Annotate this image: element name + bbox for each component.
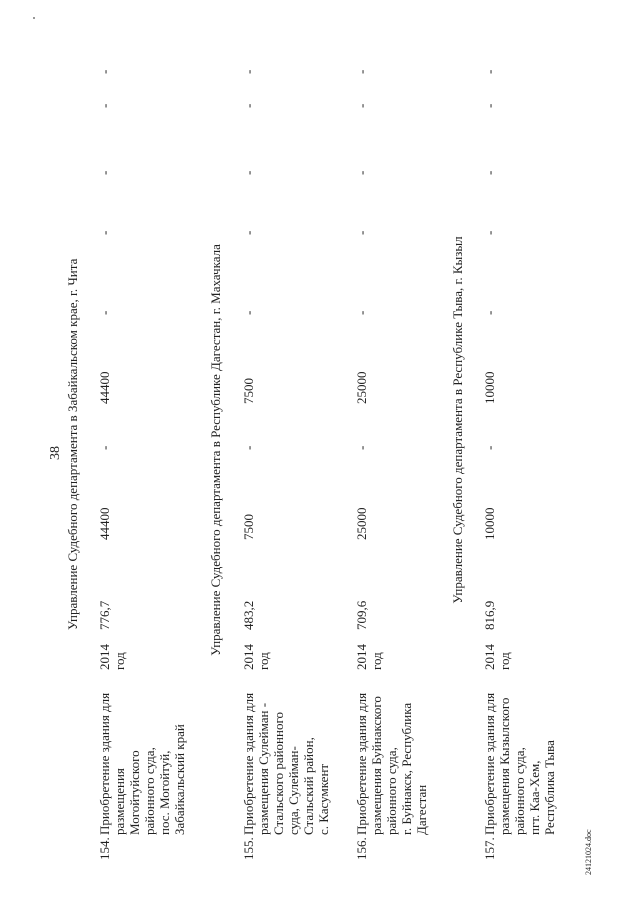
row-year: 2014 год: [241, 644, 271, 670]
row-value: -: [482, 69, 497, 74]
row-value: -: [354, 103, 369, 108]
row-value: -: [354, 445, 369, 450]
row-area: 816,9: [482, 600, 497, 630]
row-value: -: [97, 170, 112, 175]
row-value: -: [97, 103, 112, 108]
row-value: -: [482, 230, 497, 235]
row-area: 709,6: [354, 600, 369, 630]
row-value: 7500: [241, 378, 256, 404]
row-year: 2014 год: [354, 644, 384, 670]
row-area: 776,7: [97, 600, 112, 630]
row-name: Приобретение здания для размещения Могойтуйского районного суда, пос. Могойтуй, Забайкальский край: [97, 692, 187, 835]
row-name: Приобретение здания для размещения Сулейман - Стальского районного суда, Сулейман- Стальский район, с. Касумкент: [241, 692, 331, 835]
row-value: -: [97, 69, 112, 74]
row-value: -: [97, 230, 112, 235]
row-value: -: [97, 310, 112, 315]
row-year: 2014 год: [482, 644, 512, 670]
row-value: -: [354, 69, 369, 74]
row-value: 25000: [354, 371, 369, 404]
row-value: -: [241, 103, 256, 108]
row-name: Приобретение здания для размещения Буйнакского районного суда, г. Буйнакск, Республика Дагестан: [354, 692, 429, 835]
row-value: -: [482, 170, 497, 175]
row-name: Приобретение здания для размещения Кызылского районного суда, пгт. Каа-Хем, Республика Тыва: [482, 692, 557, 835]
row-number: 155.: [241, 837, 256, 860]
row-value: -: [482, 310, 497, 315]
section-heading: Управление Судебного департамента в Забайкальском крае, г. Чита: [65, 258, 80, 630]
row-number: 154.: [97, 837, 112, 860]
row-value: -: [97, 445, 112, 450]
row-value: -: [241, 310, 256, 315]
row-value: 44400: [97, 371, 112, 404]
row-value: -: [354, 230, 369, 235]
section-heading: Управление Судебного департамента в Республике Дагестан, г. Махачкала: [208, 244, 223, 656]
row-value: -: [354, 170, 369, 175]
section-heading: Управление Судебного департамента в Республике Тыва, г. Кызыл: [450, 236, 465, 604]
row-cost: 7500: [241, 514, 256, 540]
row-number: 156.: [354, 837, 369, 860]
page-number: 38: [48, 446, 63, 460]
row-cost: 25000: [354, 507, 369, 540]
footer-filename: 24121024.doc: [584, 829, 593, 875]
row-value: -: [482, 445, 497, 450]
row-value: -: [241, 69, 256, 74]
row-value: -: [241, 170, 256, 175]
row-cost: 10000: [482, 507, 497, 540]
row-value: -: [354, 310, 369, 315]
row-value: -: [241, 445, 256, 450]
row-year: 2014 год: [97, 644, 127, 670]
row-cost: 44400: [97, 507, 112, 540]
row-value: 10000: [482, 371, 497, 404]
row-number: 157.: [482, 837, 497, 860]
row-value: -: [241, 230, 256, 235]
row-area: 483,2: [241, 600, 256, 630]
scan-speck: [33, 17, 35, 19]
rotated-table-canvas: [0, 20, 600, 880]
row-value: -: [482, 103, 497, 108]
